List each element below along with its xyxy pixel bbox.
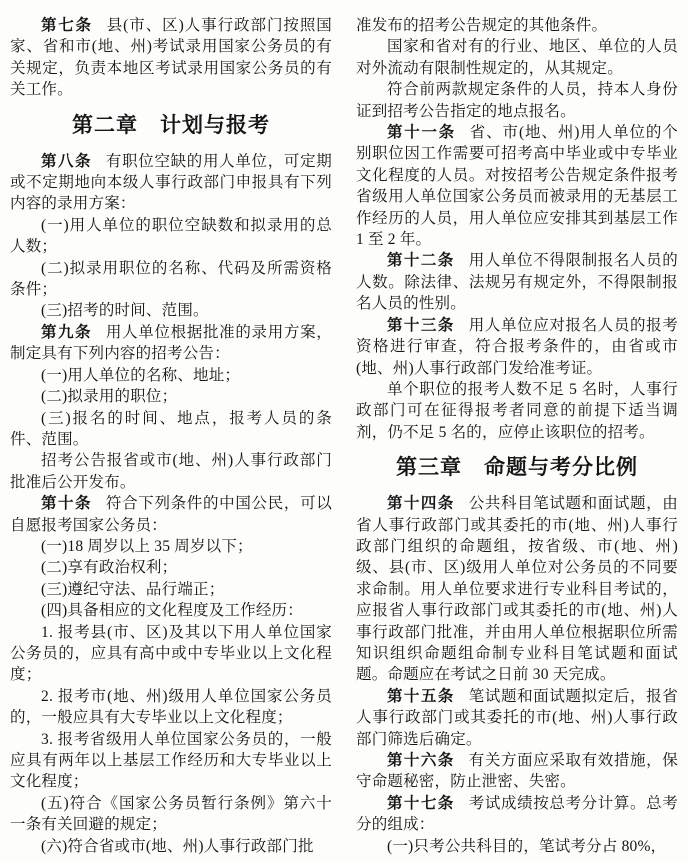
article-number: 第八条 <box>41 152 92 170</box>
paragraph: 第七条 县(市、区)人事行政部门按照国家、省和市(地、州)考试录用国家公务员的有关规定，负责本地区考试录用国家公务员的有关工作。 <box>10 17 332 99</box>
left-column <box>10 15 332 856</box>
article-number: 第十四条 <box>387 495 455 513</box>
article-number: 第七条 <box>41 17 93 34</box>
article-number: 第九条 <box>41 323 92 341</box>
paragraph: (三)报名的时间、地点，报考人员的条件、范围。 <box>10 409 332 448</box>
paragraph: 单个职位的报考人数不足 5 名时，人事行政部门可在征得报考者同意的前提下适当调剂，仍不足 5 名的，应停止该职位的招考。 <box>356 380 678 441</box>
paragraph: 第十五条 笔试题和面试题拟定后，报省人事行政部门或其委托的市(地、州)人事行政部门筛选后确定。 <box>356 687 678 748</box>
paragraph: 2. 报考市(地、州)级用人单位国家公务员的，一般应具有大专毕业以上文化程度； <box>10 687 332 727</box>
article-number: 第十二条 <box>387 252 455 270</box>
paragraph: (一)用人单位的名称、地址； <box>41 366 241 384</box>
paragraph: (三)招考的时间、范围。 <box>41 302 209 320</box>
paragraph: 准发布的招考公告规定的其他条件。 <box>356 17 608 34</box>
paragraph: 第十六条 有关方面应采取有效措施，保守命题秘密，防止泄密、失密。 <box>356 752 678 791</box>
article-number: 第十三条 <box>387 316 455 334</box>
paragraph: (三)遵纪守法、品行端正； <box>41 580 225 598</box>
article-number: 第十条 <box>41 495 92 513</box>
chapter-heading: 第三章 命题与考分比例 <box>396 455 638 480</box>
paragraph: 符合前两款规定条件的人员，持本人身份证到招考公告指定的地点报名。 <box>356 81 678 120</box>
paragraph: 第十条 符合下列条件的中国公民，可以自愿报考国家公务员： <box>10 495 332 534</box>
paragraph: (六)符合省或市(地、州)人事行政部门批 <box>41 837 314 855</box>
article-number: 第十五条 <box>387 687 455 705</box>
paragraph: (一)只考公共科目的，笔试考分占 80%， <box>387 837 667 855</box>
paragraph: 第十二条 用人单位不得限制报名人员的人数。除法律、法规另有规定外，不得限制报名人员的性别。 <box>356 252 678 313</box>
right-column <box>356 15 678 856</box>
paragraph: 第十七条 考试成绩按总考分计算。总考分的组成： <box>356 794 678 834</box>
paragraph: (二)享有政治权利； <box>41 559 178 577</box>
paragraph: (四)具备相应的文化程度及工作经历： <box>41 602 303 620</box>
paragraph: (二)拟录用职位的名称、代码及所需资格条件； <box>10 259 332 299</box>
paragraph: (一)用人单位的职位空缺数和拟录用的总人数； <box>10 216 332 256</box>
paragraph: 第八条 有职位空缺的用人单位，可定期或不定期地向本级人事行政部门申报具有下列内容的录用方案： <box>10 152 332 213</box>
article-number: 第十七条 <box>387 794 455 812</box>
paragraph: 第十四条 公共科目笔试题和面试题，由省人事行政部门或其委托的市(地、州)人事行政部门组织的命题组，按省级、市(地、州)级、县(市、区)级用人单位对公务员的不同要求命制。用人单位要求进行专业科目考试的，应报省人事行政部门或其委托的市(地、州)人事行政部门批准，并由用人单位根据职位所需知识组织命题组命制专业科目笔试题和面试题。命题应在考试之日前 30 天完成。 <box>356 495 678 684</box>
paragraph: (二)拟录用的职位； <box>41 388 178 406</box>
chapter-heading: 第二章 计划与报考 <box>72 112 270 137</box>
article-number: 第十六条 <box>387 752 455 769</box>
paragraph: 第九条 用人单位根据批准的录用方案，制定具有下列内容的招考公告： <box>10 323 332 363</box>
paragraph: 招考公告报省或市(地、州)人事行政部门批准后公开发布。 <box>10 452 332 491</box>
paragraph: 国家和省对有的行业、地区、单位的人员对外流动有限制性规定的，从其规定。 <box>356 38 678 77</box>
article-number: 第十一条 <box>387 124 456 142</box>
paragraph: 3. 报考省级用人单位国家公务员的，一般应具有两年以上基层工作经历和大专毕业以上文化程度； <box>10 730 332 791</box>
paragraph: 第十一条 省、市(地、州)用人单位的个别职位因工作需要可招考高中毕业或中专毕业文化程度的人员。对按招考公告规定条件报考省级用人单位国家公务员而被录用的无基层工作经历的人员，用人单位应安排其到基层工作 1 至 2 年。 <box>356 124 678 249</box>
paragraph: 1. 报考县(市、区)及其以下用人单位国家公务员的，应具有高中或中专毕业以上文化程度； <box>10 623 332 684</box>
paragraph: (一)18 周岁以上 35 周岁以下； <box>41 537 253 555</box>
paragraph: (五)符合《国家公务员暂行条例》第六十一条有关回避的规定； <box>10 794 332 834</box>
paragraph: 第十三条 用人单位应对报名人员的报考资格进行审查，符合报考条件的，由省或市(地、州)人事行政部门发给准考证。 <box>356 316 678 377</box>
